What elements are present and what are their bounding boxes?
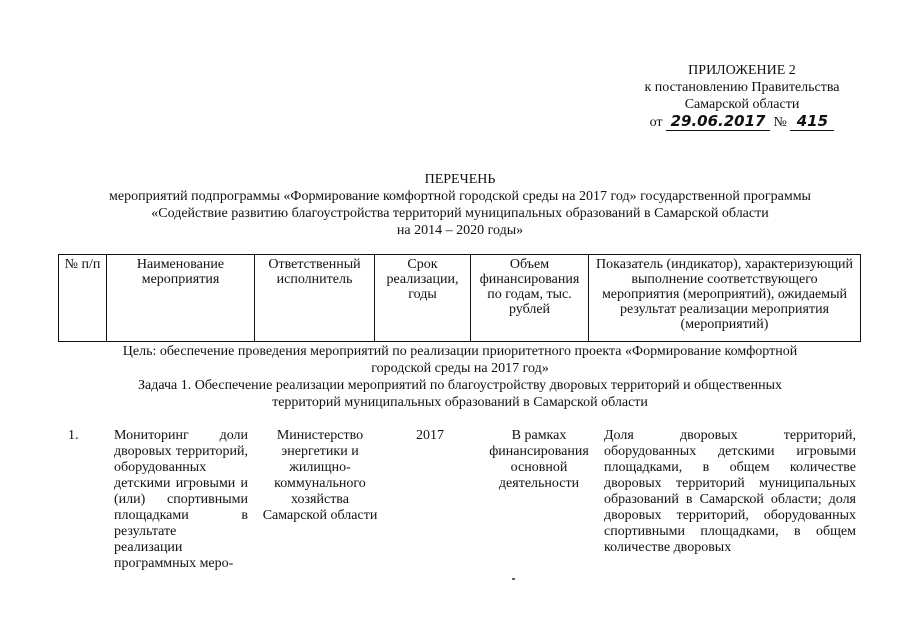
header-col-executor: Ответственный исполнитель [255,255,375,342]
header-col-number: № п/п [59,255,107,342]
table-header-row [59,255,861,342]
title-line: на 2014 – 2020 годы» [396,223,524,238]
goal-line: Цель: обеспечение проведения мероприятий по реализации приоритетного проекта «Формирование комфортной [122,344,798,359]
row-name: Мониторинг доли дворовых территорий, оборудованных детскими игровыми и (или) спортивными площадками в результате реализации программных меро- [114,428,248,571]
title-line: мероприятий подпрограммы «Формирование комфортной городской среды на 2017 год» государственной программы [109,189,811,204]
header-col-indicator: Показатель (индикатор), характеризующий выполнение соответствующего мероприятия (мероприятий), ожидаемый результат реализации мероприятия (мероприятий) [589,255,861,342]
document-title [60,171,860,239]
appendix-title: ПРИЛОЖЕНИЕ 2 [688,63,796,78]
handwritten-number: 415 [790,113,834,131]
scan-speck [512,578,515,580]
header-col-period: Срок реализации, годы [375,255,471,342]
goal-block [60,343,860,411]
appendix-line: к постановлению Правительства [644,80,840,95]
row-executor: Министерство энергетики и жилищно-коммунального хозяйства Самарской области [262,428,378,523]
header-col-name: Наименование мероприятия [107,255,255,342]
number-prefix: № [773,115,787,130]
goal-line: городской среды на 2017 год» [371,361,549,376]
row-number: 1. [68,428,79,443]
task-line: Задача 1. Обеспечение реализации мероприятий по благоустройству дворовых территорий и общественных [137,378,783,393]
title-line: «Содействие развитию благоустройства территорий муниципальных образований в Самарской области [151,206,769,221]
table-row [58,428,860,598]
row-period: 2017 [416,428,444,443]
appendix-date-line [627,113,857,131]
appendix-block [627,62,857,131]
title-heading: ПЕРЕЧЕНЬ [424,172,496,187]
header-col-financing: Объем финансирования по годам, тыс. рублей [471,255,589,342]
row-financing: В рамках финансирования основной деятельности [489,428,589,491]
table-header [58,254,861,342]
task-line: территорий муниципальных образований в Самарской области [272,395,648,410]
appendix-line: Самарской области [684,97,800,112]
handwritten-date: 29.06.2017 [666,113,770,131]
date-prefix: от [649,115,663,130]
row-indicator: Доля дворовых территорий, оборудованных детскими игровыми площадками, в общем количестве дворовых территорий муниципальных образований в Самарской области; доля дворовых территорий, оборудованных спортивными площадками, в общем количестве дворовых [604,428,856,555]
